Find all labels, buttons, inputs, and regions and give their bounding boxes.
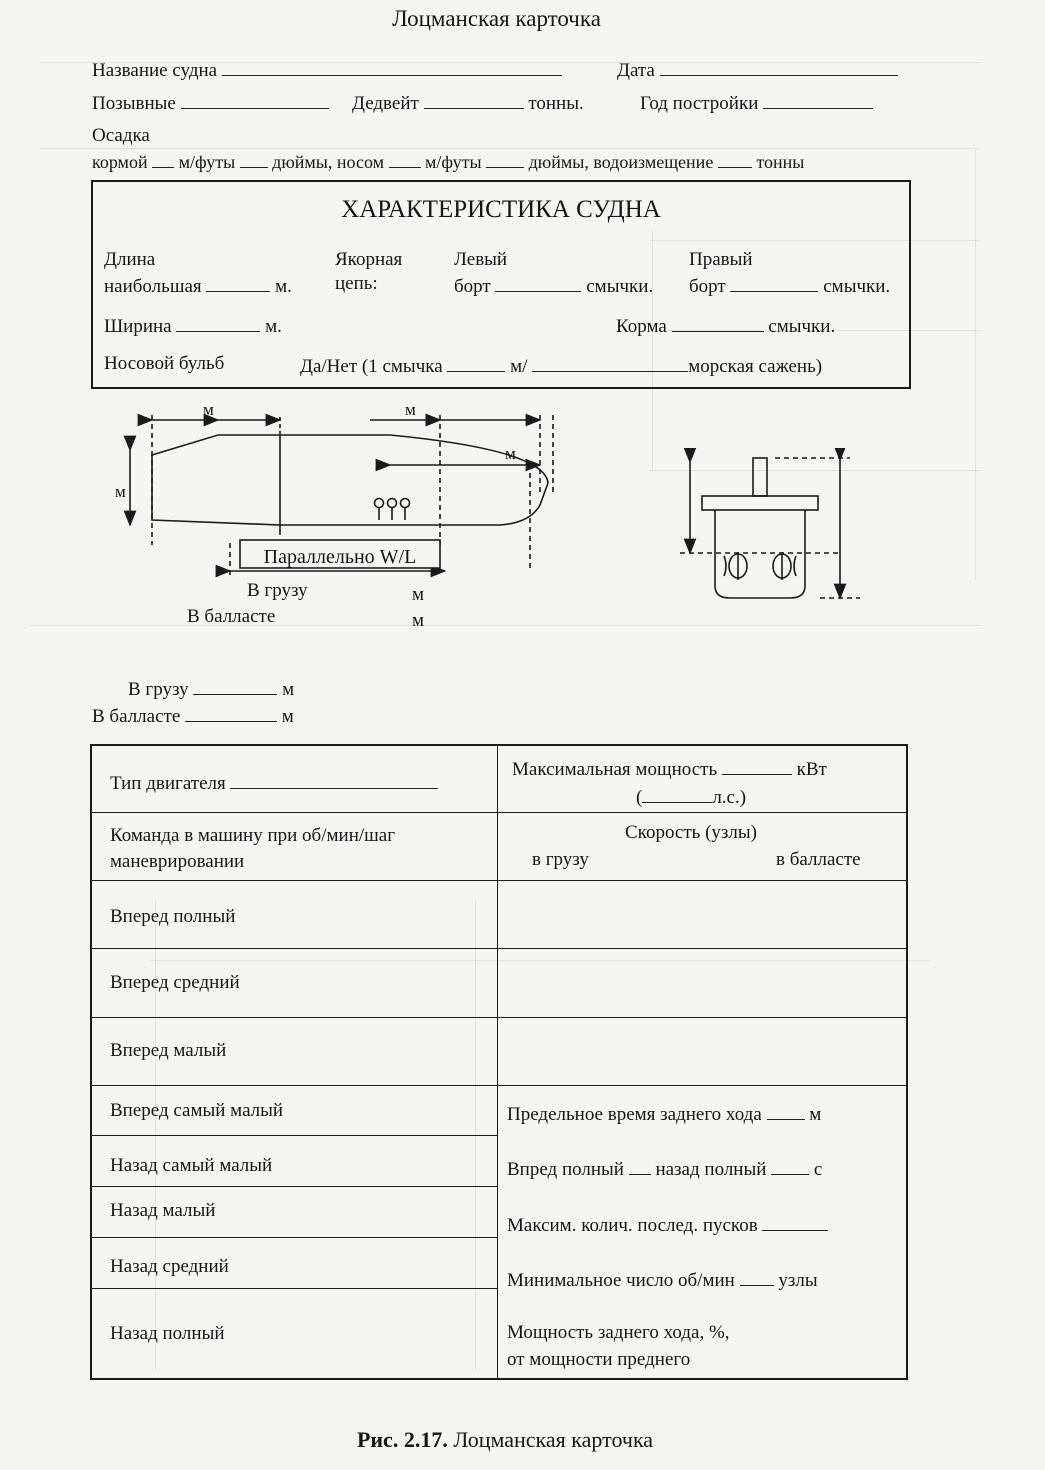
knots-label: узлы: [778, 1270, 818, 1291]
page-title: Лоцманская карточка: [392, 6, 601, 31]
fathom-blank: [532, 353, 688, 372]
astern-limit-blank: [767, 1101, 805, 1120]
engine-type-label: Тип двигателя: [110, 773, 226, 794]
full-astern-label: назад полный: [655, 1159, 767, 1180]
draft2-loaded-row: [128, 676, 294, 701]
right-board-label-1: Правый: [689, 249, 753, 270]
parallel-wl-label: Параллельно W/L: [263, 546, 417, 568]
tons-label: тонны.: [528, 93, 584, 114]
yes-no-label: Да/Нет: [300, 356, 358, 377]
row-line-7: [90, 1186, 498, 1187]
hp-label: л.с.): [712, 787, 747, 808]
figure-number: Рис. 2.17.: [356, 1427, 448, 1452]
left-board-label-2: борт: [454, 276, 491, 297]
engine-type-row: [110, 770, 438, 795]
astern-limit-row: [507, 1101, 821, 1126]
row-line-1: [90, 812, 908, 813]
full-ahead-label: Впред полный: [507, 1159, 624, 1180]
draft2-ballast-row: [92, 703, 294, 728]
draft2-loaded-blank: [193, 676, 277, 695]
dim-top-right-label: м: [405, 400, 416, 419]
dim-height-label: м: [115, 482, 126, 501]
shackle-one-label: (1 смычка: [361, 356, 443, 377]
row-slow-ahead: Вперед малый: [110, 1040, 227, 1061]
length-label-1: Длина: [104, 249, 156, 270]
row-line-3: [90, 948, 908, 949]
speed-loaded-label: в грузу: [532, 849, 589, 870]
hp-blank: [642, 784, 712, 803]
astern-power-label-2: от мощности преднего: [507, 1349, 691, 1370]
right-shackles: смычки.: [823, 276, 891, 297]
aft-label: кормой: [92, 152, 148, 172]
right-board-row: [689, 273, 890, 298]
full-times-row: [507, 1156, 822, 1181]
ship-name-label: Название судна: [92, 60, 218, 81]
row-line-8: [90, 1237, 498, 1238]
row-slow-astern: Назад малый: [110, 1200, 216, 1221]
left-board-label-1: Левый: [454, 249, 508, 270]
command-label-1: Команда в машину при об/мин/шаг: [110, 825, 395, 846]
anchor-label-2: цепь:: [335, 273, 378, 294]
hp-row: [636, 784, 746, 809]
engine-table-divider: [497, 744, 498, 1380]
speed-ballast-label: в балласте: [776, 849, 861, 870]
kw-label: кВт: [796, 759, 827, 780]
bulb-label: Носовой бульб: [104, 353, 225, 374]
row-line-6: [90, 1135, 498, 1136]
shackle-m-blank: [447, 353, 505, 372]
callsigns-blank: [181, 90, 329, 109]
stern-shackles: смычки.: [768, 316, 836, 337]
left-board-row: [454, 273, 653, 298]
m-slash-label: м/: [510, 356, 528, 377]
row-dead-slow-astern: Назад самый малый: [110, 1155, 273, 1176]
callsigns-label: Позывные: [92, 93, 176, 114]
fathom-label: морская сажень): [688, 356, 823, 377]
bow-inch-blank: [486, 149, 524, 168]
draft2-ballast-unit: м: [281, 706, 294, 727]
left-shackles: смычки.: [586, 276, 654, 297]
min-rpm-row: [507, 1267, 818, 1292]
build-year-field: [640, 90, 873, 115]
build-year-blank: [763, 90, 873, 109]
row-full-ahead: Вперед полный: [110, 906, 236, 927]
unit-mft-label: м/футы: [178, 152, 236, 172]
row-line-5: [90, 1085, 908, 1086]
sec-label: с: [813, 1159, 823, 1180]
stern-blank: [672, 313, 764, 332]
row-half-astern: Назад средний: [110, 1256, 229, 1277]
max-power-row: [512, 756, 827, 781]
tons2-label: тонны: [756, 152, 805, 172]
draft-row: [92, 149, 804, 173]
ship-name-blank: [222, 57, 562, 76]
max-power-label: Максимальная мощность: [512, 759, 718, 780]
diagram-ballast-unit: м: [412, 610, 425, 631]
astern-power-label-1: Мощность заднего хода, %,: [507, 1322, 730, 1343]
deadweight-field: [352, 90, 584, 115]
length-row: [104, 273, 292, 298]
width-blank: [176, 313, 260, 332]
dim-bow-label: м: [505, 444, 516, 463]
full-astern-blank: [771, 1156, 809, 1175]
stern-section: [152, 435, 280, 525]
diagram-loaded-label: В грузу: [247, 580, 308, 601]
width-label: Ширина: [104, 316, 172, 337]
unit-mft2-label: м/футы: [425, 152, 482, 172]
ship-name-field: [92, 57, 562, 82]
min-rpm-label: Минимальное число об/мин: [507, 1270, 735, 1291]
draft2-ballast-label: В балласте: [92, 706, 181, 727]
figure-caption: [0, 1427, 1010, 1453]
min-rpm-blank: [740, 1267, 774, 1286]
length-label-2: наибольшая: [104, 276, 202, 297]
right-board-label-2: борт: [689, 276, 726, 297]
ship-side-diagram: [100, 395, 580, 610]
date-blank: [660, 57, 898, 76]
left-board-blank: [495, 273, 581, 292]
draft2-ballast-blank: [185, 703, 277, 722]
row-line-9: [90, 1288, 498, 1289]
astern-limit-label: Предельное время заднего хода: [507, 1104, 762, 1125]
max-starts-row: [507, 1212, 828, 1237]
disp-blank: [718, 149, 752, 168]
max-starts-label: Максим. колич. послед. пусков: [507, 1215, 758, 1236]
bulb-row: [300, 353, 822, 378]
aft-blank: [152, 149, 174, 168]
date-label: Дата: [617, 60, 655, 81]
max-starts-blank: [762, 1212, 828, 1231]
deadweight-blank: [424, 90, 524, 109]
max-power-blank: [722, 756, 792, 775]
inches-bow-label: дюймы, носом: [272, 152, 385, 172]
width-unit: м.: [265, 316, 282, 337]
inches-disp-label: дюймы, водоизмещение: [528, 152, 714, 172]
row-line-4: [90, 1017, 908, 1018]
engine-type-blank: [230, 770, 438, 789]
row-full-astern: Назад полный: [110, 1323, 225, 1344]
stern-row: [616, 313, 835, 338]
length-unit: м.: [275, 276, 292, 297]
draft2-loaded-unit: м: [282, 679, 295, 700]
callsigns-field: [92, 90, 329, 115]
characteristics-heading: ХАРАКТЕРИСТИКА СУДНА: [341, 196, 661, 223]
build-year-label: Год постройки: [640, 93, 759, 114]
row-dead-slow-ahead: Вперед самый малый: [110, 1100, 284, 1121]
stern-label: Корма: [616, 316, 667, 337]
speed-label: Скорость (узлы): [625, 822, 757, 843]
right-board-blank: [730, 273, 818, 292]
width-row: [104, 313, 282, 338]
ship-cross-section-diagram: [680, 448, 870, 608]
diagram-loaded-unit: м: [412, 584, 425, 605]
row-line-2: [90, 880, 908, 881]
astern-limit-unit: м: [809, 1104, 822, 1125]
deadweight-label: Дедвейт: [352, 93, 419, 114]
draft-label: Осадка: [92, 125, 150, 146]
anchor-label-1: Якорная: [335, 249, 403, 270]
figure-caption-text: Лоцманская карточка: [453, 1427, 654, 1452]
hp-open: (: [636, 787, 643, 808]
dim-top-left-label: м: [203, 400, 214, 419]
length-blank: [206, 273, 270, 292]
draft2-loaded-label: В грузу: [128, 679, 189, 700]
command-label-2: маневрировании: [110, 851, 245, 872]
bow-blank: [389, 149, 421, 168]
aft-inch-blank: [240, 149, 268, 168]
date-field: [617, 57, 898, 82]
row-half-ahead: Вперед средний: [110, 972, 240, 993]
diagram-ballast-label: В балласте: [187, 606, 276, 627]
full-ahead-blank: [629, 1156, 651, 1175]
